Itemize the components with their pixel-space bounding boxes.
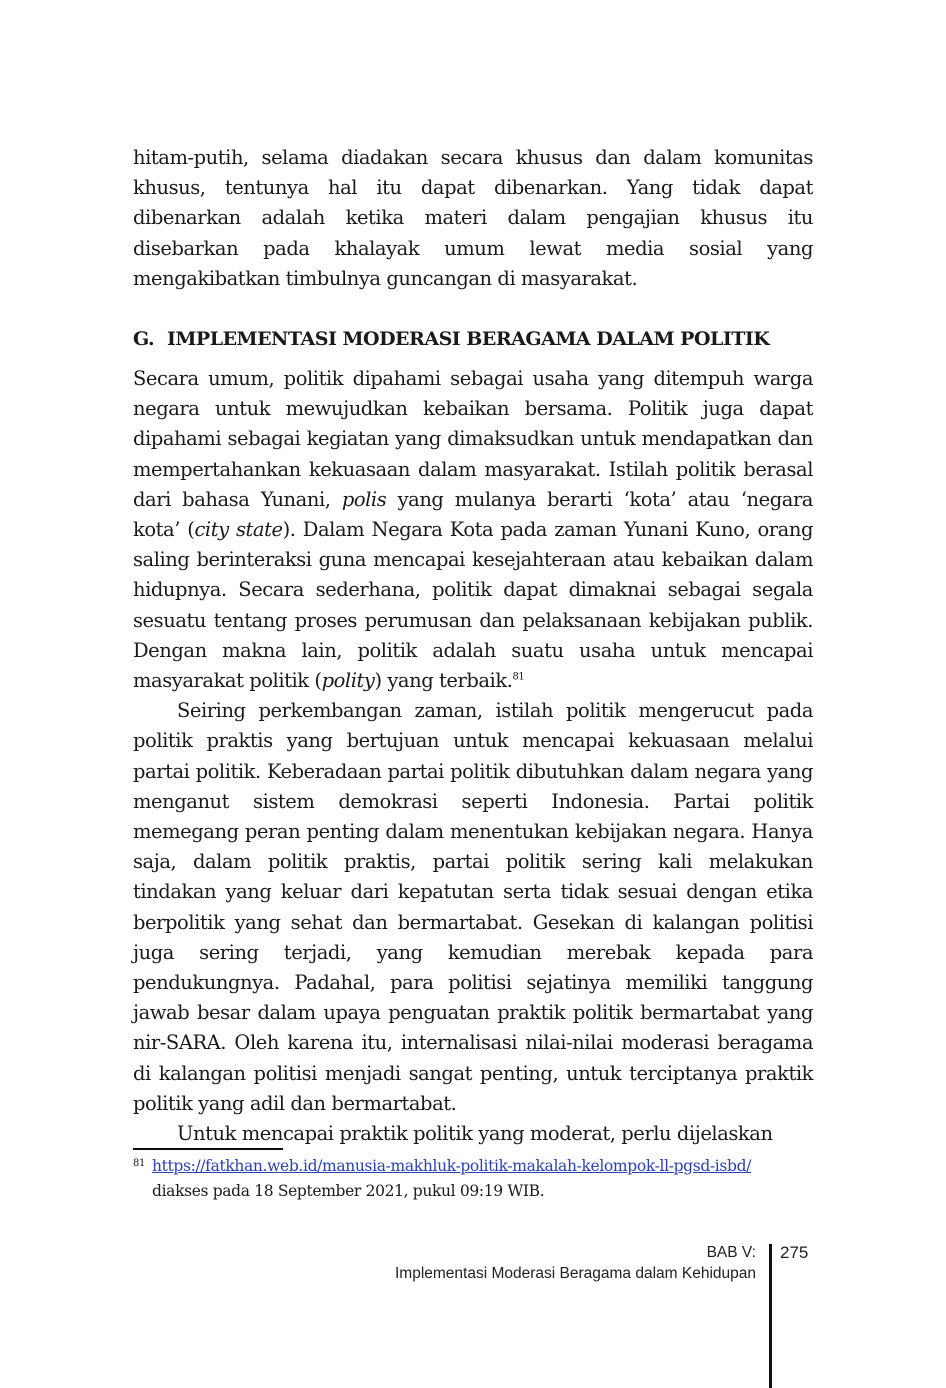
- italic-term-city-state: city state: [194, 518, 283, 542]
- section-letter: G.: [133, 328, 155, 350]
- italic-term-polis: polis: [341, 487, 387, 511]
- section-body: [133, 364, 813, 1149]
- footer-chapter-title: Implementasi Moderasi Beragama dalam Kehidupan: [394, 1265, 756, 1282]
- paragraph-3: Untuk mencapai praktik politik yang moderat, perlu dijelaskan: [177, 1122, 773, 1146]
- footnote-separator: [133, 1148, 283, 1150]
- paragraph-1: Secara umum, politik dipahami sebagai usaha yang ditempuh warga negara untuk mewujudkan kebaikan bersama. Politik juga dapat dipahami sebagai kegiatan yang dimaksudkan untuk mendapatkan dan mempertahankan kekuasaan dalam masyarakat. Istilah politik berasal dari bahasa Yunani, polis yang mulanya berarti ‘kota’ atau ‘negara kota’ (city state). Dalam Negara Kota pada zaman Yunani Kuno, orang saling berinteraksi guna mencapai kesejahteraan atau kebaikan dalam hidupnya. Secara sederhana, politik dapat dimaknai sebagai segala sesuatu tentang proses perumusan dan pelaksanaan kebijakan publik. Dengan makna lain, politik adalah suatu usaha untuk mencapai masyarakat politik (polity) yang terbaik.$^{81}$: [133, 367, 813, 693]
- section-heading: [133, 324, 813, 354]
- footnote-number: 81: [133, 1158, 146, 1169]
- section-title: IMPLEMENTASI MODERASI BERAGAMA DALAM POLITIK: [167, 328, 770, 350]
- paragraph-2: Seiring perkembangan zaman, istilah politik mengerucut pada politik praktis yang bertujuan untuk mencapai kekuasaan melalui partai politik. Keberadaan partai politik dibutuhkan dalam negara yang menganut sistem demokrasi seperti Indonesia. Partai politik memegang peran penting dalam menentukan kebijakan negara. Hanya saja, dalam politik praktis, partai politik sering kali melakukan tindakan yang keluar dari kepatutan serta tidak sesuai dengan etika berpolitik yang sehat dan bermartabat. Gesekan di kalangan politisi juga sering terjadi, yang kemudian merebak kepada para pendukungnya. Padahal, para politisi sejatinya memiliki tanggung jawab besar dalam upaya penguatan praktik politik bermartabat yang nir-SARA. Oleh karena itu, internalisasi nilai-nilai moderasi beragama di kalangan politisi menjadi sangat penting, untuk terciptanya praktik politik yang adil dan bermartabat.: [133, 699, 813, 1115]
- running-footer: [395, 1242, 756, 1284]
- footnote-link[interactable]: https://fatkhan.web.id/manusia-makhluk-politik-makalah-kelompok-ll-pgsd-isbd/: [152, 1157, 752, 1175]
- footnote: [133, 1154, 823, 1204]
- footnote-reference[interactable]: 81: [512, 671, 525, 683]
- body-paragraph-continued: [133, 143, 813, 294]
- footnote-access-note: diakses pada 18 September 2021, pukul 09:19 WIB.: [152, 1182, 545, 1200]
- italic-term-polity: polity: [321, 669, 375, 693]
- footer-chapter: BAB V:: [706, 1244, 756, 1261]
- footer-vertical-rule: [769, 1244, 772, 1388]
- paragraph-text: hitam-putih, selama diadakan secara khusus dan dalam komunitas khusus, tentunya hal itu dapat dibenarkan. Yang tidak dapat dibenarkan adalah ketika materi dalam pengajian khusus itu disebarkan pada khalayak umum lewat media sosial yang mengakibatkan timbulnya guncangan di masyarakat.: [133, 146, 813, 290]
- page-number: 275: [780, 1243, 809, 1262]
